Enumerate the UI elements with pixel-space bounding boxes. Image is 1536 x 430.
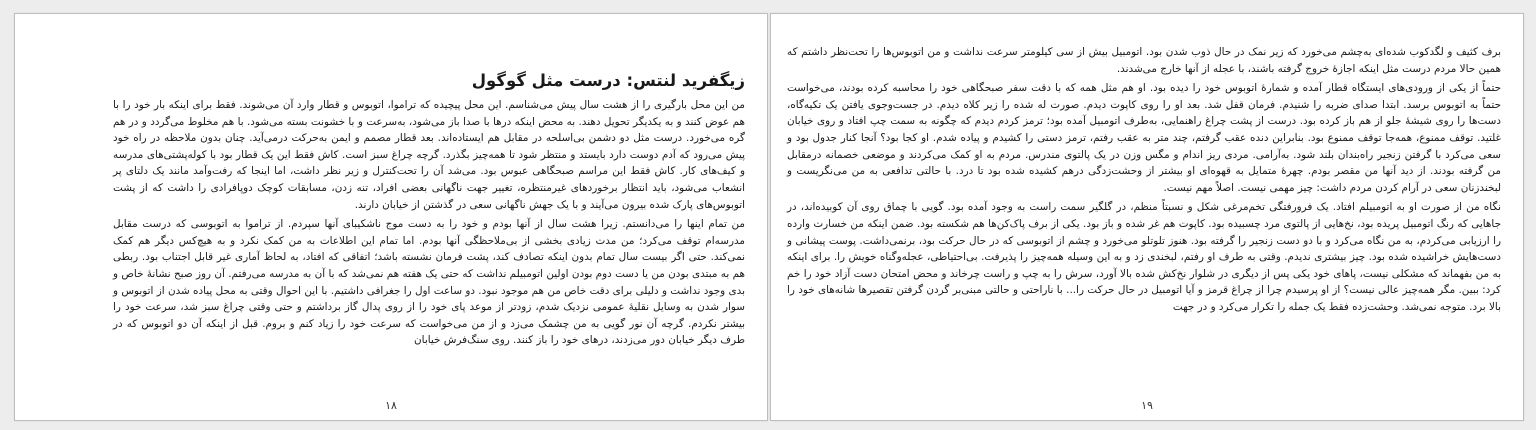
left-page-text (113, 70, 745, 352)
page-number: ۱۸ (385, 399, 397, 412)
paragraph: نگاه من از صورت او به اتومبیلم افتاد. یک فرورفتگی تخم‌مرغی شکل و نسبتاً منظم، در گلگیر سمت راست به وجود آمده بود. گویی با چماق روی آن کوبیده‌اند، در جاهایی که رنگ اتومبیل پریده بود، نخ‌هایی از پالتوی مرد چسبیده بود. کاپوت هم غر شده و باز بود. یکی از برف پاک‌کن‌ها هم شکسته بود. ضمن اینکه من خسارت وارده را ارزیابی می‌کردم، به من نگاه می‌کرد و با دو دست زنجیر را گرفته بود. هنوز تلوتلو می‌خورد و چشم از اتوبوسی که در حال حرکت بود، برنمی‌داشت. پوست پیشانی و دست‌هایش خراشیده شده بود. چیز بیشتری ندیدم. وقتی به طرف او رفتم، لبخندی زد و به این وسیله همه‌چیز را پذیرفت. بی‌احتیاطی، عجله‌وگناه خویش را. برای اینکه به من بفهماند که مشکلی نیست، پاهای خود یکی پس از دیگری در شلوار نخ‌کش شده بالا آورد، سرش را به چپ و راست چرخاند و محض امتحان دست آزاد خود را خم کرد: ببین. مگر همه‌چیز عالی نیست؟ از او پرسیدم چرا از چراغ قرمز و آیا اتومبیل در حال حرکت را... با ناراحتی و حالتی مبنی‌بر گردن گرفتن تقصیرها شانه‌های خود را بالا برد. متوجه نمی‌شد. وحشت‌زده فقط یک جمله را تکرار می‌کرد و در جهت (787, 201, 1501, 313)
left-page (14, 13, 768, 421)
page-number: ۱۹ (1141, 399, 1153, 412)
right-page-text (787, 44, 1501, 319)
right-page (770, 13, 1524, 421)
paragraph: من تمام اینها را می‌دانستم. زیرا هشت سال از آنها بودم و خود را به دست موج ناشکیبای آنها سپردم. از تراموا به اتوبوسی که درست مقابل مدرسه‌ام توقف می‌کرد؛ من مدت زیادی بخشی از بی‌ملاحظگی آنها بودم. اما تمام این اطلاعات به من کمک نکرد و به هیچ‌کس دیگر هم کمک نمی‌کند. حتی اگر بیست سال تمام بدون اینکه تصادف کند، پشت فرمان نشسته باشد؛ اتفاقی که افتاد، به لحاظ آماری غیر قابل اجتناب بود. ربطی هم به مبتدی بودن من یا دست دوم بودن اولین اتومبیلم نداشت که حتی یک هفته هم نمی‌شد که با آن به مدرسه می‌رفتم. آن روز صبح نشانهٔ خاص و بدی وجود نداشت و دلیلی برای دقت خاص من هم موجود نبود. دو ساعت اول را جغرافی داشتیم. با این احوال وقتی به محل پیاده شدن از اتوبوس و سوار شدن به وسایل نقلیهٔ عمومی نزدیک شدم، زودتر از موعد پای خود را از روی پدال گاز برداشتم و حتی وقتی چراغ سبز شد، سرعت خود را بیشتر نکردم. گرچه آن نور گویی به من چشمک می‌زد و از من می‌خواست که سرعت خود را زیاد کنم و بروم. قبل از اینکه آن دو اتوبوس که در طرف دیگر خیابان دور می‌زدند، درهای خود را باز کنند. روی سنگ‌فرش خیابان (113, 218, 745, 347)
paragraph: برف کثیف و لگدکوب شده‌ای به‌چشم می‌خورد که زیر نمک در حال ذوب شدن بود. اتومبیل بیش از سی کیلومتر سرعت نداشت و من اتوبوس‌ها را تحت‌نظر داشتم که همین حالا مردم درست مثل اینکه اجازهٔ خروج گرفته باشند، با عجله از آنها خارج می‌شدند. (787, 46, 1501, 75)
paragraph: من این محل بارگیری را از هشت سال پیش می‌شناسم. این محل پیچیده که تراموا، اتوبوس و قطار وارد آن می‌شوند. فقط برای اینکه بار خود را با هم عوض کنند و به یکدیگر تحویل دهند. به محض اینکه درها با صدا باز می‌شود، به‌سرعت و با خشونت بسته می‌شود. با هم مخلوط می‌گردد و در هم گره می‌خورد. درست مثل دو دشمن بی‌اسلحه در مقابل هم ایستاده‌اند. بعد قطار مصمم و ایمن به‌حرکت درمی‌آید. چنان بدون ملاحظه در راه خود پیش می‌رود که آدم دوست دارد بایستد و منتظر شود تا همه‌چیز بگذرد. گرچه چراغ سبز است. کاش فقط این یک قطار بود با کوله‌پشتی‌های مدرسه و کیف‌های کار. کاش فقط این مراسم صبحگاهی عبوس بود. می‌شد آن را تحت‌کنترل و زیر نظر داشت، اما اینجا که رفت‌وآمد مانند یک دلتای پر انشعاب می‌شود، باید انتظار برخوردهای غیرمنتظره، تغییر جهت ناگهانی بعضی افراد، تنه زدن، مسابقات کوچک دوپافرادی را داشت که از پشت اتوبوس‌های پارک شده بیرون می‌آیند و با یک جهش ناگهانی سعی در گذشتن از خیابان دارند. (113, 99, 745, 211)
paragraph: حتماً از یکی از ورودی‌های ایستگاه قطار آمده و شمارهٔ اتوبوس خود را دیده بود. او هم مثل همه که با دقت سفر صبحگاهی خود را محاسبه کرده بودند، می‌خواست حتماً به اتوبوس برسد. ابتدا صدای ضربه را شنیدم. فرمان قفل شد. بعد او را روی کاپوت دیدم. صورت له شده را زیر کلاه دیدم. در جست‌وجوی یافتن یک تکیه‌گاه، دست‌ها را روی شیشهٔ جلو از هم باز کرده بود. درست از پشت چراغ راهنمایی، به‌طرف اتومبیل آمده بود؛ ترمز کردم دیدم که چگونه به سمت چپ افتاد و روی خیابان غلتید. توقف ممنوع، همه‌جا توقف ممنوع بود. بنابراین دنده عقب گرفتم، چند متر به عقب رفتم، ترمز دستی را کشیدم و پیاده شدم. او کجا بود؟ آنجا کنار جدول بود و سعی می‌کرد با گرفتن زنجیر راه‌بندان بلند شود. به‌آرامی. مردی ریز اندام و مگس وزن در یک پالتوی مندرس. مردم به او کمک می‌کردند و موضعی خصمانه درمقابل من گرفته بودند. از دید آنها من مقصر بودم. چهرهٔ متمایل به قهوه‌ای او بیشتر از وحشت‌زدگی درهم کشیده شده بود تا درد. با حالتی تدافعی به من می‌نگریست و لبخندزنان سعی در آرام کردن مردم داشت: چیز مهمی نیست. اصلاً مهم نیست. (787, 82, 1501, 194)
chapter-title: زیگفرید لنتس: درست مثل گوگول (471, 71, 745, 90)
